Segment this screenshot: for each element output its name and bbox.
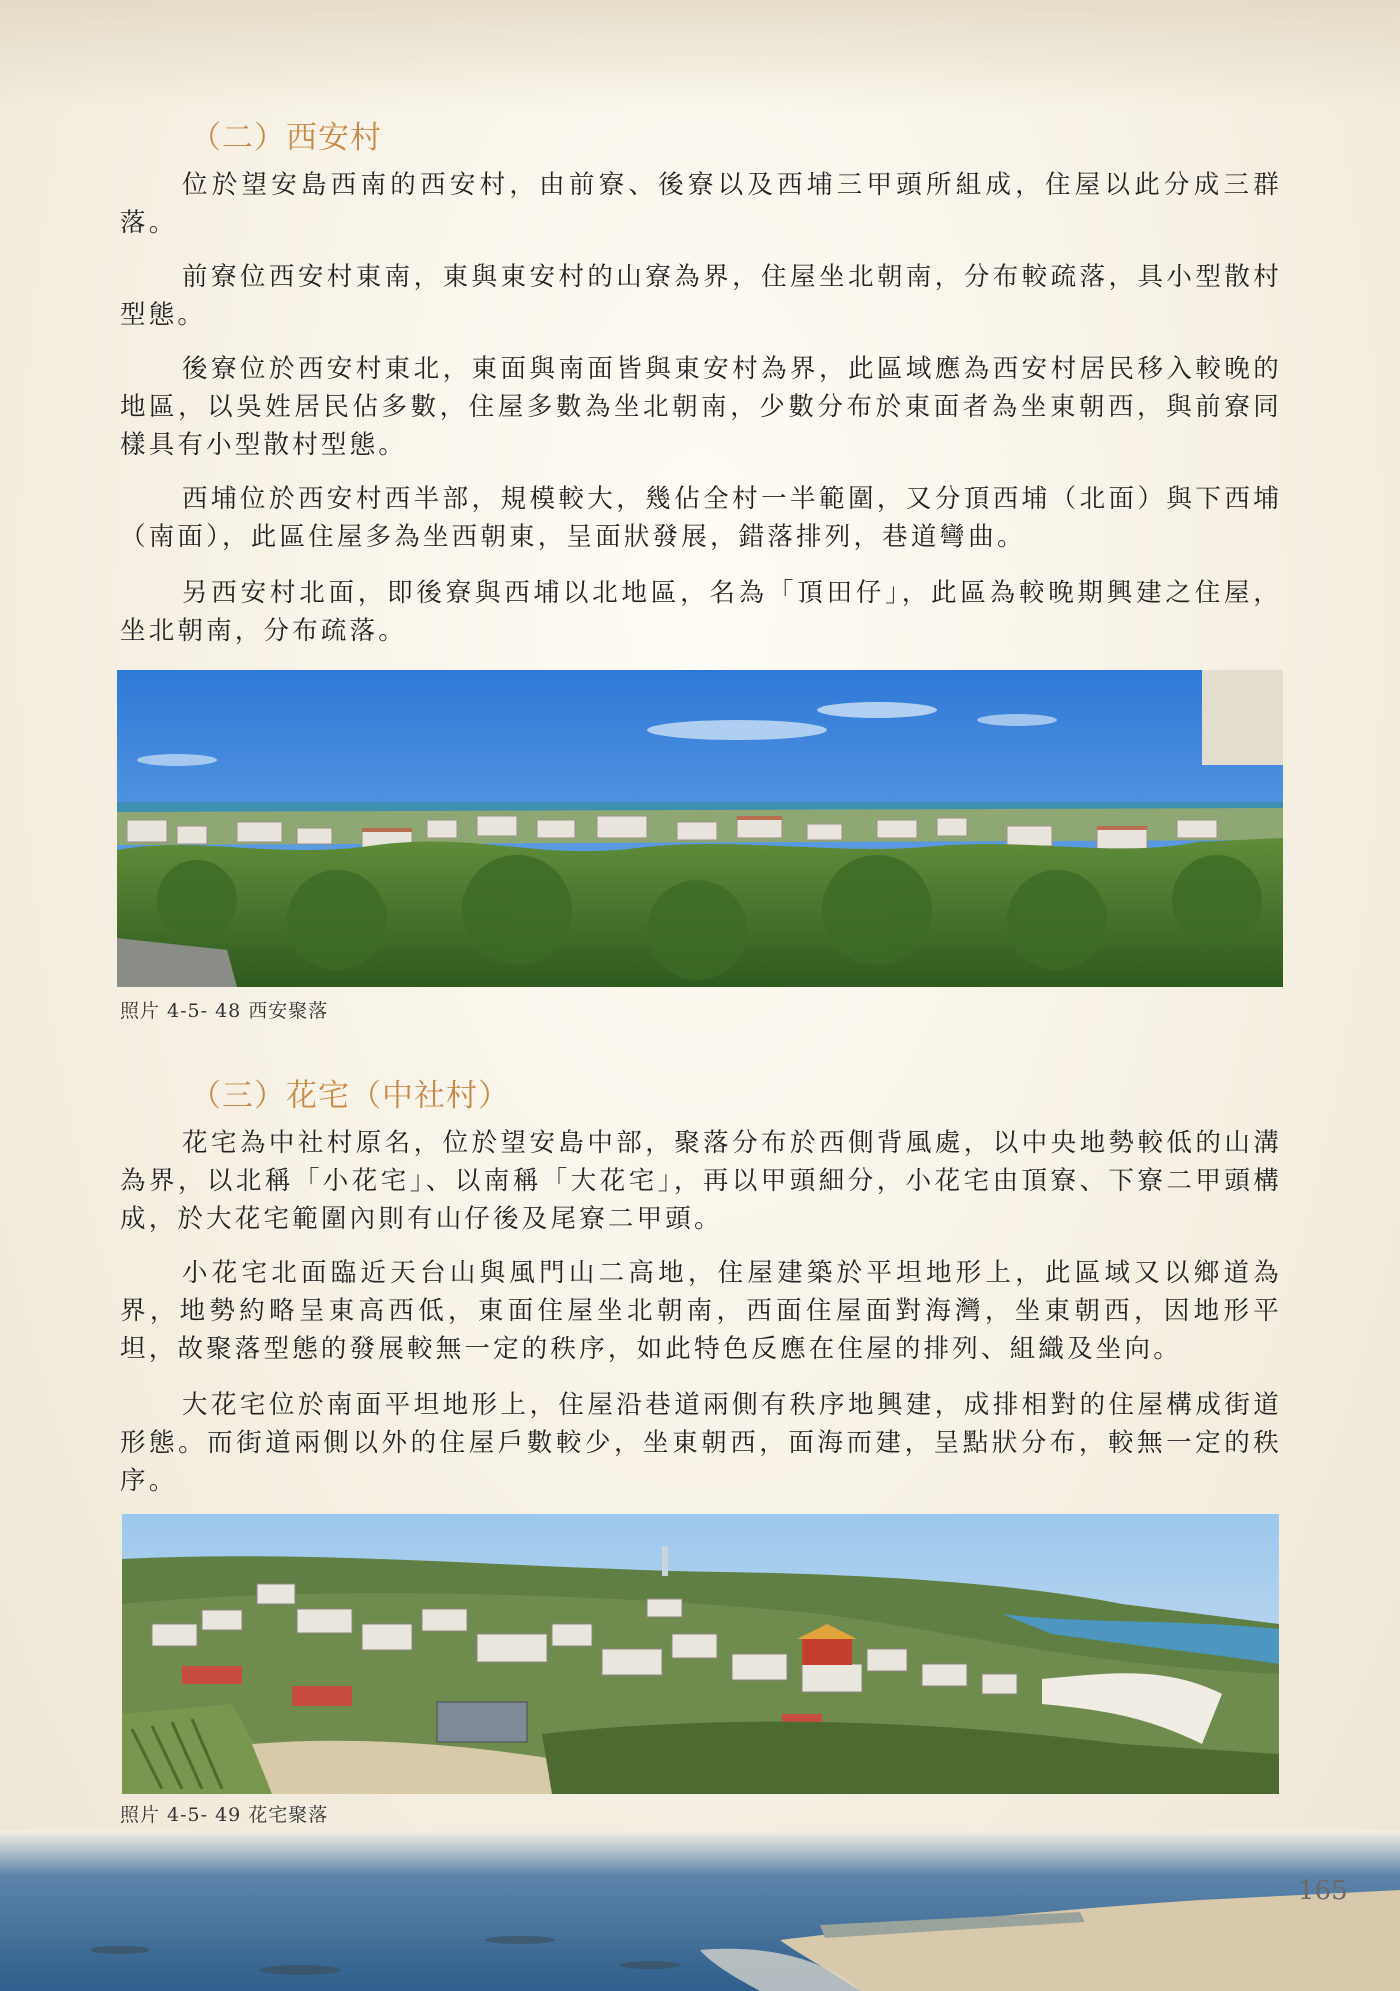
section-heading-xian-village: （二）西安村 (190, 120, 382, 156)
photo-caption: 照片 4-5- 49 花宅聚落 (120, 1804, 329, 1826)
paragraph: 後寮位於西安村東北，東面與南面皆與東安村為界，此區域應為西安村居民移入較晚的地區，以吳姓居民佔多數，住屋多數為坐北朝南，少數分布於東面者為坐東朝西，與前寮同樣具有小型散村型態。 (120, 354, 1282, 460)
paragraph: 另西安村北面，即後寮與西埔以北地區，名為「頂田仔」，此區為較晚期興建之住屋，坐北朝南，分布疏落。 (120, 578, 1282, 646)
page-number: 165 (1298, 1876, 1348, 1906)
paragraph: 花宅為中社村原名，位於望安島中部，聚落分布於西側背風處，以中央地勢較低的山溝為界，以北稱「小花宅」、以南稱「大花宅」，再以甲頭細分，小花宅由頂寮、下寮二甲頭構成，於大花宅範圍內則有山仔後及尾寮二甲頭。 (120, 1128, 1282, 1234)
photo-caption: 照片 4-5- 48 西安聚落 (120, 1000, 329, 1022)
section-heading-huazhai-village: （三）花宅（中社村） (190, 1078, 510, 1114)
paragraph: 前寮位西安村東南，東與東安村的山寮為界，住屋坐北朝南，分布較疏落，具小型散村型態。 (120, 262, 1282, 330)
photo-xian-settlement (117, 670, 1283, 987)
paragraph: 小花宅北面臨近天台山與風門山二高地，住屋建築於平坦地形上，此區域又以鄉道為界，地勢約略呈東高西低，東面住屋坐北朝南，西面住屋面對海灣，坐東朝西，因地形平坦，故聚落型態的發展較無一定的秩序，如此特色反應在住屋的排列、組織及坐向。 (120, 1258, 1282, 1364)
footer-coastline-image (0, 1830, 1400, 1991)
paragraph: 大花宅位於南面平坦地形上，住屋沿巷道兩側有秩序地興建，成排相對的住屋構成街道形態。而街道兩側以外的住屋戶數較少，坐東朝西，面海而建，呈點狀分布，較無一定的秩序。 (120, 1390, 1282, 1496)
paragraph: 西埔位於西安村西半部，規模較大，幾佔全村一半範圍，又分頂西埔（北面）與下西埔（南面），此區住屋多為坐西朝東，呈面狀發展，錯落排列，巷道彎曲。 (120, 484, 1282, 552)
page-top-shadow (0, 0, 1400, 110)
paragraph: 位於望安島西南的西安村，由前寮、後寮以及西埔三甲頭所組成，住屋以此分成三群落。 (120, 170, 1282, 238)
photo-huazhai-settlement (122, 1514, 1279, 1794)
